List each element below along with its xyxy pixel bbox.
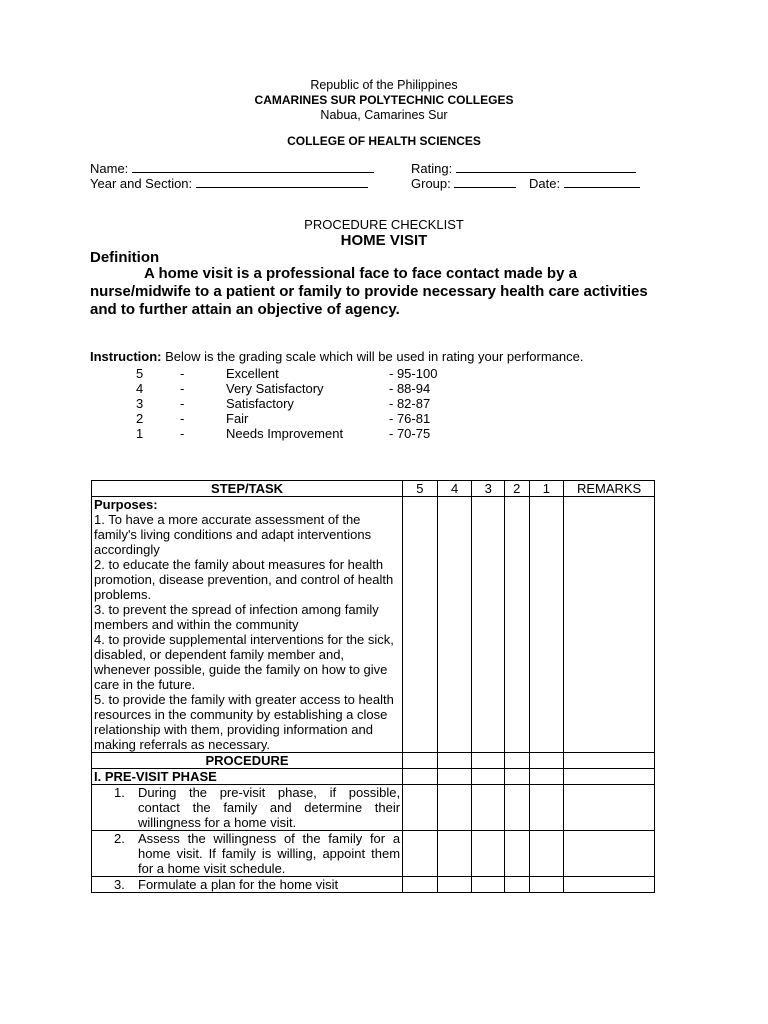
scale-label: Very Satisfactory (226, 381, 324, 396)
header-location: Nabua, Camarines Sur (320, 108, 448, 122)
score-cell[interactable] (437, 785, 472, 831)
scale-label: Fair (226, 411, 249, 426)
name-label: Name: (90, 161, 129, 176)
rating-blank[interactable] (456, 160, 636, 173)
scale-dash: - (180, 396, 185, 411)
step-text: Formulate a plan for the home visit (138, 877, 339, 892)
score-cell[interactable] (403, 769, 438, 785)
scale-score: 4 (136, 381, 144, 396)
score-cell[interactable] (403, 877, 438, 893)
scale-dash: - (180, 426, 185, 441)
table-row (92, 877, 655, 893)
step-cell (92, 877, 403, 893)
year-section-blank[interactable] (196, 175, 368, 188)
year-section-label: Year and Section: (90, 176, 193, 191)
remarks-cell[interactable] (564, 831, 655, 877)
date-field[interactable] (529, 175, 640, 191)
date-label: Date: (529, 176, 561, 191)
remarks-cell[interactable] (564, 497, 655, 753)
header-score-5: 5 (403, 481, 438, 497)
header-score-3: 3 (472, 481, 505, 497)
score-cell[interactable] (505, 831, 529, 877)
score-cell[interactable] (472, 497, 505, 753)
remarks-cell[interactable] (564, 785, 655, 831)
scale-dash: - (180, 366, 185, 381)
step-number: 1. (114, 785, 125, 800)
instruction (90, 349, 584, 364)
score-cell[interactable] (529, 877, 564, 893)
score-cell[interactable] (403, 831, 438, 877)
score-cell[interactable] (505, 785, 529, 831)
score-cell[interactable] (472, 877, 505, 893)
procedure-heading: PROCEDURE (92, 753, 403, 769)
score-cell[interactable] (403, 785, 438, 831)
purposes-heading: Purposes: (94, 497, 158, 512)
score-cell[interactable] (437, 877, 472, 893)
purpose-item: 3. to prevent the spread of infection among family members and within the community (94, 602, 379, 632)
scale-dash: - (180, 411, 185, 426)
group-label: Group: (411, 176, 451, 191)
header-country: Republic of the Philippines (310, 78, 458, 92)
purpose-item: 5. to provide the family with greater access to health resources in the community by establishing a close relationship with them, providing information and making referrals as necessary. (94, 692, 394, 752)
header-school: CAMARINES SUR POLYTECHNIC COLLEGES (254, 93, 514, 107)
instruction-text: Below is the grading scale which will be used in rating your performance. (161, 349, 584, 364)
score-cell[interactable] (529, 769, 564, 785)
purposes-cell (92, 497, 403, 753)
step-cell (92, 785, 403, 831)
score-cell[interactable] (472, 769, 505, 785)
date-blank[interactable] (564, 175, 640, 188)
score-cell[interactable] (505, 497, 529, 753)
table-row (92, 753, 655, 769)
group-field[interactable] (411, 175, 516, 191)
phase-heading: I. PRE-VISIT PHASE (92, 769, 403, 785)
score-cell[interactable] (437, 753, 472, 769)
scale-range: - 95-100 (389, 366, 438, 381)
definition-term: A home visit (144, 265, 233, 282)
step-text: Assess the willingness of the family for a home visit. If family is willing, appoint them for a home visit schedule. (138, 831, 401, 876)
doc-title: HOME VISIT (340, 232, 428, 249)
scale-score: 5 (136, 366, 144, 381)
remarks-cell[interactable] (564, 769, 655, 785)
score-cell[interactable] (472, 831, 505, 877)
score-cell[interactable] (403, 753, 438, 769)
scale-label: Needs Improvement (226, 426, 344, 441)
scale-label: Excellent (226, 366, 279, 381)
checklist-table (91, 480, 655, 893)
table-header-row (92, 481, 655, 497)
score-cell[interactable] (505, 769, 529, 785)
step-number: 3. (114, 877, 125, 892)
scale-range: - 88-94 (389, 381, 431, 396)
step-cell (92, 831, 403, 877)
header-college: COLLEGE OF HEALTH SCIENCES (287, 134, 481, 148)
score-cell[interactable] (403, 497, 438, 753)
definition-body: is a professional face to face contact made by a nurse/midwife to a patient or family to provide necessary health care activities and to further attain an objective of agency. (90, 265, 648, 318)
purpose-item: 4. to provide supplemental interventions for the sick, disabled, or dependent family member and, whenever possible, guide the family on how to give care in the future. (94, 632, 394, 692)
scale-label: Satisfactory (226, 396, 294, 411)
scale-range: - 70-75 (389, 426, 431, 441)
definition-heading: Definition (90, 249, 160, 266)
scale-score: 1 (136, 426, 144, 441)
group-blank[interactable] (454, 175, 516, 188)
scale-range: - 82-87 (389, 396, 431, 411)
header-remarks: REMARKS (564, 481, 655, 497)
score-cell[interactable] (529, 785, 564, 831)
doc-subtitle: PROCEDURE CHECKLIST (304, 217, 464, 232)
header-score-2: 2 (505, 481, 529, 497)
table-row (92, 785, 655, 831)
remarks-cell[interactable] (564, 753, 655, 769)
table-row (92, 497, 655, 753)
header-step-task: STEP/TASK (92, 481, 403, 497)
score-cell[interactable] (472, 753, 505, 769)
definition-text (90, 265, 650, 319)
instruction-label: Instruction: (90, 349, 162, 364)
table-row (92, 831, 655, 877)
header-score-1: 1 (529, 481, 564, 497)
header-score-4: 4 (437, 481, 472, 497)
table-row (92, 769, 655, 785)
name-field[interactable] (90, 160, 374, 176)
name-blank[interactable] (132, 160, 374, 173)
scale-score: 2 (136, 411, 144, 426)
score-cell[interactable] (472, 785, 505, 831)
score-cell[interactable] (437, 497, 472, 753)
rating-field[interactable] (411, 160, 636, 176)
score-cell[interactable] (437, 769, 472, 785)
score-cell[interactable] (505, 877, 529, 893)
scale-dash: - (180, 381, 185, 396)
remarks-cell[interactable] (564, 877, 655, 893)
score-cell[interactable] (529, 831, 564, 877)
purpose-item: 1. To have a more accurate assessment of the family's living conditions and adapt interventions accordingly (94, 512, 372, 557)
purpose-item: 2. to educate the family about measures for health promotion, disease prevention, and control of health problems. (94, 557, 394, 602)
step-number: 2. (114, 831, 125, 846)
scale-range: - 76-81 (389, 411, 431, 426)
score-cell[interactable] (437, 831, 472, 877)
score-cell[interactable] (529, 497, 564, 753)
year-section-field[interactable] (90, 175, 368, 191)
rating-label: Rating: (411, 161, 453, 176)
score-cell[interactable] (505, 753, 529, 769)
step-text: During the pre-visit phase, if possible, contact the family and determine their willingness for a home visit. (138, 785, 401, 830)
scale-score: 3 (136, 396, 144, 411)
score-cell[interactable] (529, 753, 564, 769)
